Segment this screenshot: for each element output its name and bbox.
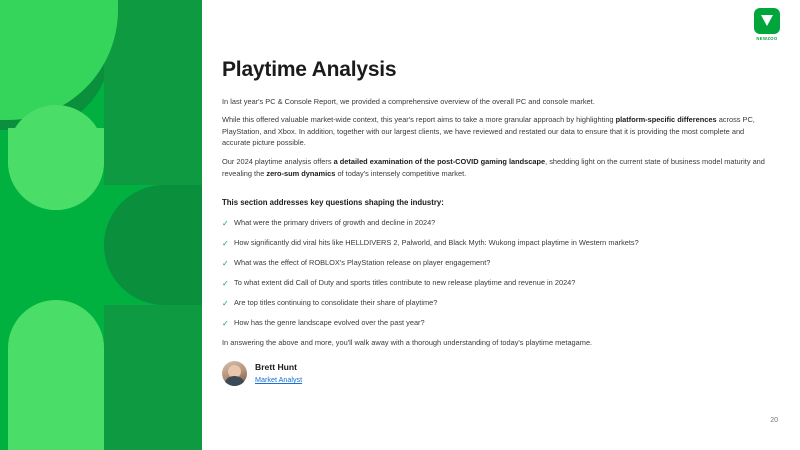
- check-icon: ✓: [222, 318, 229, 328]
- check-icon: ✓: [222, 258, 229, 268]
- list-item: [222, 297, 768, 309]
- closing-paragraph: In answering the above and more, you'll walk away with a thorough understanding of today's playtime metagame.: [222, 338, 593, 347]
- list-item: [222, 237, 768, 249]
- section-heading: This section addresses key questions shaping the industry:: [222, 198, 444, 207]
- list-item: [222, 277, 768, 289]
- check-icon: ✓: [222, 278, 229, 288]
- check-icon: ✓: [222, 238, 229, 248]
- list-item: [222, 217, 768, 229]
- list-item: [222, 317, 768, 329]
- decorative-shape-pill-c: [104, 185, 202, 305]
- question-text: Are top titles continuing to consolidate their share of playtime?: [234, 298, 438, 307]
- question-text: How has the genre landscape evolved over the past year?: [234, 318, 425, 327]
- author-block: [222, 361, 302, 386]
- question-text: How significantly did viral hits like HELLDIVERS 2, Palworld, and Black Myth: Wukong impact playtime in Western markets?: [234, 238, 639, 247]
- decorative-shape-pill-b: [8, 128, 104, 210]
- decorative-left-panel: [0, 0, 202, 450]
- page-number: 20: [770, 417, 778, 424]
- logo-wordmark: NEWZOO: [756, 36, 778, 41]
- author-role-link[interactable]: Market Analyst: [255, 375, 303, 384]
- author-info: [255, 362, 302, 385]
- list-item: [222, 257, 768, 269]
- check-icon: ✓: [222, 298, 229, 308]
- intro-paragraph-2: While this offered valuable market-wide context, this year's report aims to take a more granular approach by highlighting platform-specific differences across PC, PlayStation, and Xbox. In addition, together with our largest clients, we have reviewed and restated our data to ensure that it is providing the most complete and accurate picture possible.: [222, 115, 755, 148]
- intro-paragraph-1: In last year's PC & Console Report, we provided a comprehensive overview of the overall PC and console market.: [222, 97, 595, 106]
- avatar: [222, 361, 247, 386]
- decorative-shape-strip-lower: [104, 305, 202, 450]
- question-text: What was the effect of ROBLOX's PlayStation release on player engagement?: [234, 258, 491, 267]
- author-name: Brett Hunt: [255, 362, 298, 372]
- decorative-shape-pill-d: [8, 300, 104, 450]
- question-text: What were the primary drivers of growth and decline in 2024?: [234, 218, 436, 227]
- decorative-shape-strip-upper: [104, 0, 202, 185]
- decorative-shape-wedge: [0, 0, 118, 120]
- intro-paragraph-3: Our 2024 playtime analysis offers a detailed examination of the post-COVID gaming landscape, shedding light on the current state of business model maturity and revealing the zero-sum dynamics of today's intensely competitive market.: [222, 157, 765, 178]
- question-text: To what extent did Call of Duty and sports titles contribute to new release playtime and revenue in 2024?: [234, 278, 576, 287]
- page-title: Playtime Analysis: [222, 58, 397, 81]
- check-icon: ✓: [222, 218, 229, 228]
- question-list: [222, 217, 768, 337]
- slide-content: [222, 0, 774, 450]
